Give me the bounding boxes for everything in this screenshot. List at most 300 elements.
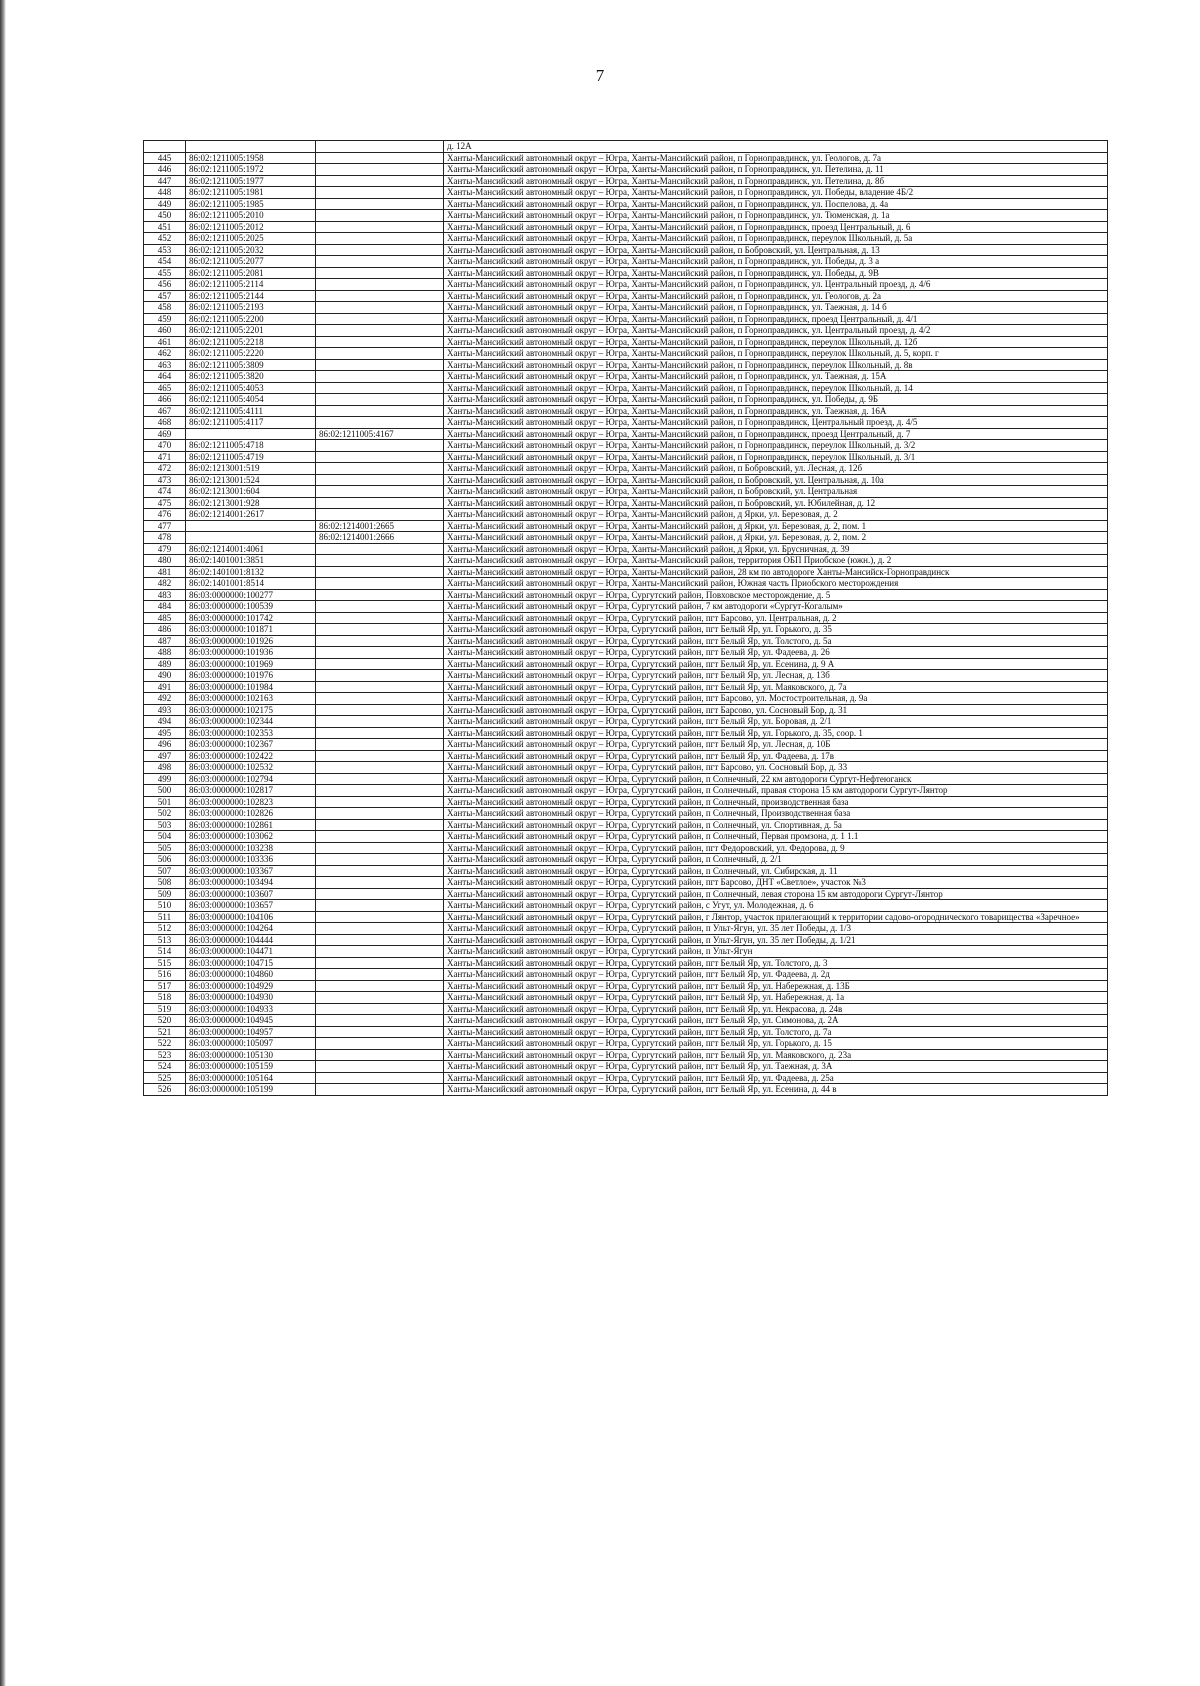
parent-cadastral-number-cell [316, 325, 444, 337]
parent-cadastral-number-cell [316, 555, 444, 567]
parent-cadastral-number-cell [316, 716, 444, 728]
parent-cadastral-number-cell [316, 198, 444, 210]
address-cell: Ханты-Мансийский автономный округ – Югра, Ханты-Мансийский район, п Горноправдинск, переулок Школьный, д. 14 [444, 382, 1108, 394]
address-cell: Ханты-Мансийский автономный округ – Югра, Сургутский район, пгт Барсово, ул. Центральная, д. 2 [444, 612, 1108, 624]
parent-cadastral-number-cell [316, 1084, 444, 1096]
row-number-cell: 463 [144, 359, 186, 371]
cadastral-number-cell: 86:02:1211005:2218 [186, 336, 316, 348]
cadastral-number-cell: 86:03:0000000:103238 [186, 842, 316, 854]
address-cell: Ханты-Мансийский автономный округ – Югра, Сургутский район, пгт Белый Яр, ул. Толстого, д. 3 [444, 957, 1108, 969]
row-number-cell: 477 [144, 520, 186, 532]
table-row [144, 762, 1108, 774]
table-row [144, 1015, 1108, 1027]
row-number-cell: 448 [144, 187, 186, 199]
table-row [144, 555, 1108, 567]
table-row [144, 279, 1108, 291]
table-row [144, 175, 1108, 187]
parent-cadastral-number-cell [316, 601, 444, 613]
parent-cadastral-number-cell [316, 911, 444, 923]
table-row [144, 244, 1108, 256]
address-cell: Ханты-Мансийский автономный округ – Югра, Ханты-Мансийский район, п Горноправдинск, ул. Геологов, д. 7а [444, 152, 1108, 164]
cadastral-number-cell: 86:02:1213001:524 [186, 474, 316, 486]
address-cell: Ханты-Мансийский автономный округ – Югра, Сургутский район, 7 км автодороги «Сургут-Когалым» [444, 601, 1108, 613]
row-number-cell: 485 [144, 612, 186, 624]
row-number-cell: 468 [144, 417, 186, 429]
cadastral-number-cell: 86:03:0000000:105130 [186, 1049, 316, 1061]
cadastral-number-cell: 86:02:1211005:4111 [186, 405, 316, 417]
cadastral-number-cell: 86:02:1211005:2010 [186, 210, 316, 222]
cadastral-number-cell: 86:02:1211005:2144 [186, 290, 316, 302]
cadastral-number-cell: 86:02:1401001:8514 [186, 578, 316, 590]
row-number-cell: 497 [144, 750, 186, 762]
row-number-cell: 452 [144, 233, 186, 245]
cadastral-number-cell: 86:03:0000000:102422 [186, 750, 316, 762]
parent-cadastral-number-cell [316, 1061, 444, 1073]
row-number-cell: 526 [144, 1084, 186, 1096]
row-number-cell: 493 [144, 704, 186, 716]
table-row [144, 1049, 1108, 1061]
row-number-cell: 509 [144, 888, 186, 900]
table-row [144, 1003, 1108, 1015]
parent-cadastral-number-cell [316, 969, 444, 981]
table-row [144, 267, 1108, 279]
cadastral-number-cell: 86:03:0000000:104264 [186, 923, 316, 935]
cadastral-number-cell: 86:02:1211005:2200 [186, 313, 316, 325]
address-cell: Ханты-Мансийский автономный округ – Югра, Сургутский район, пгт Белый Яр, ул. Есенина, д. 44 в [444, 1084, 1108, 1096]
address-cell: Ханты-Мансийский автономный округ – Югра, Сургутский район, пгт Белый Яр, ул. Лесная, д. 10Б [444, 739, 1108, 751]
cadastral-number-cell: 86:03:0000000:104471 [186, 946, 316, 958]
row-number-cell: 454 [144, 256, 186, 268]
cadastral-number-cell: 86:02:1211005:4117 [186, 417, 316, 429]
table-row [144, 750, 1108, 762]
address-cell: Ханты-Мансийский автономный округ – Югра, Сургутский район, п Солнечный, Производственная база [444, 808, 1108, 820]
parent-cadastral-number-cell [316, 302, 444, 314]
parent-cadastral-number-cell [316, 819, 444, 831]
address-cell: Ханты-Мансийский автономный округ – Югра, Сургутский район, пгт Белый Яр, ул. Набережная, д. 1а [444, 992, 1108, 1004]
parent-cadastral-number-cell [316, 290, 444, 302]
row-number-cell: 519 [144, 1003, 186, 1015]
row-number-cell: 502 [144, 808, 186, 820]
row-number-cell: 491 [144, 681, 186, 693]
row-number-cell: 488 [144, 647, 186, 659]
table-row [144, 233, 1108, 245]
cadastral-number-cell [186, 141, 316, 153]
table-row [144, 532, 1108, 544]
row-number-cell: 508 [144, 877, 186, 889]
address-cell: Ханты-Мансийский автономный округ – Югра, Сургутский район, пгт Белый Яр, ул. Маяковского, д. 7а [444, 681, 1108, 693]
row-number-cell: 514 [144, 946, 186, 958]
cadastral-number-cell: 86:02:1211005:2193 [186, 302, 316, 314]
table-row [144, 440, 1108, 452]
cadastral-number-cell: 86:02:1211005:4054 [186, 394, 316, 406]
parent-cadastral-number-cell [316, 313, 444, 325]
address-cell: Ханты-Мансийский автономный округ – Югра, Ханты-Мансийский район, п Горноправдинск, ул. Геологов, д. 2а [444, 290, 1108, 302]
row-number-cell: 479 [144, 543, 186, 555]
row-number-cell: 445 [144, 152, 186, 164]
parent-cadastral-number-cell [316, 727, 444, 739]
parent-cadastral-number-cell [316, 1026, 444, 1038]
address-cell: Ханты-Мансийский автономный округ – Югра, Ханты-Мансийский район, п Горноправдинск, переулок Школьный, д. 5, корп. г [444, 348, 1108, 360]
address-cell: Ханты-Мансийский автономный округ – Югра, Ханты-Мансийский район, п Горноправдинск, ул. Петелина, д. 11 [444, 164, 1108, 176]
table-row [144, 578, 1108, 590]
parent-cadastral-number-cell [316, 336, 444, 348]
row-number-cell: 496 [144, 739, 186, 751]
parent-cadastral-number-cell: 86:02:1211005:4167 [316, 428, 444, 440]
address-cell: Ханты-Мансийский автономный округ – Югра, Сургутский район, пгт Белый Яр, ул. Толстого, д. 7а [444, 1026, 1108, 1038]
parent-cadastral-number-cell [316, 704, 444, 716]
address-cell: Ханты-Мансийский автономный округ – Югра, Ханты-Мансийский район, п Горноправдинск, ул. Таежная, д. 15А [444, 371, 1108, 383]
cadastral-number-cell: 86:03:0000000:104933 [186, 1003, 316, 1015]
table-row [144, 520, 1108, 532]
table-row [144, 451, 1108, 463]
parent-cadastral-number-cell [316, 141, 444, 153]
parent-cadastral-number-cell [316, 451, 444, 463]
cadastral-number-cell: 86:02:1211005:2077 [186, 256, 316, 268]
address-cell: Ханты-Мансийский автономный округ – Югра, Сургутский район, Повховское месторождение, д. 5 [444, 589, 1108, 601]
parent-cadastral-number-cell [316, 486, 444, 498]
parent-cadastral-number-cell [316, 1038, 444, 1050]
cadastral-number-cell: 86:03:0000000:101742 [186, 612, 316, 624]
cadastral-number-cell: 86:03:0000000:105199 [186, 1084, 316, 1096]
row-number-cell: 483 [144, 589, 186, 601]
table-row [144, 670, 1108, 682]
cadastral-number-cell: 86:02:1211005:2012 [186, 221, 316, 233]
table-row [144, 141, 1108, 153]
row-number-cell: 505 [144, 842, 186, 854]
table-row [144, 1038, 1108, 1050]
parent-cadastral-number-cell [316, 348, 444, 360]
table-row [144, 417, 1108, 429]
table-row [144, 405, 1108, 417]
table-row [144, 647, 1108, 659]
row-number-cell: 461 [144, 336, 186, 348]
cadastral-number-cell: 86:03:0000000:104929 [186, 980, 316, 992]
table-row [144, 658, 1108, 670]
address-cell: Ханты-Мансийский автономный округ – Югра, Сургутский район, пгт Белый Яр, ул. Фадеева, д. 26 [444, 647, 1108, 659]
row-number-cell: 469 [144, 428, 186, 440]
address-cell: Ханты-Мансийский автономный округ – Югра, Сургутский район, п Солнечный, Первая промзона, д. 1 1.1 [444, 831, 1108, 843]
parent-cadastral-number-cell [316, 152, 444, 164]
parent-cadastral-number-cell [316, 405, 444, 417]
parent-cadastral-number-cell [316, 946, 444, 958]
address-cell: Ханты-Мансийский автономный округ – Югра, Сургутский район, пгт Белый Яр, ул. Толстого, д. 5а [444, 635, 1108, 647]
parent-cadastral-number-cell [316, 808, 444, 820]
address-cell: Ханты-Мансийский автономный округ – Югра, Сургутский район, пгт Белый Яр, ул. Боровая, д. 2/1 [444, 716, 1108, 728]
row-number-cell: 521 [144, 1026, 186, 1038]
table-row [144, 773, 1108, 785]
cadastral-number-cell: 86:03:0000000:102353 [186, 727, 316, 739]
table-row [144, 382, 1108, 394]
cadastral-number-cell: 86:03:0000000:101926 [186, 635, 316, 647]
cadastral-number-cell: 86:02:1211005:4718 [186, 440, 316, 452]
parent-cadastral-number-cell: 86:02:1214001:2666 [316, 532, 444, 544]
parent-cadastral-number-cell [316, 831, 444, 843]
table-row [144, 957, 1108, 969]
cadastral-number-cell: 86:03:0000000:102163 [186, 693, 316, 705]
cadastral-number-cell [186, 428, 316, 440]
parent-cadastral-number-cell [316, 842, 444, 854]
cadastral-number-cell: 86:03:0000000:103367 [186, 865, 316, 877]
row-number-cell: 492 [144, 693, 186, 705]
row-number-cell: 455 [144, 267, 186, 279]
address-cell: Ханты-Мансийский автономный округ – Югра, Сургутский район, пгт Барсово, ул. Сосновый Бор, д. 31 [444, 704, 1108, 716]
row-number-cell: 507 [144, 865, 186, 877]
row-number-cell: 517 [144, 980, 186, 992]
parent-cadastral-number-cell [316, 1072, 444, 1084]
parent-cadastral-number-cell [316, 497, 444, 509]
table-row [144, 336, 1108, 348]
address-cell: Ханты-Мансийский автономный округ – Югра, Ханты-Мансийский район, д Ярки, ул. Березовая, д. 2, пом. 2 [444, 532, 1108, 544]
cadastral-number-cell: 86:03:0000000:103657 [186, 900, 316, 912]
cadastral-number-cell: 86:02:1213001:604 [186, 486, 316, 498]
parent-cadastral-number-cell [316, 923, 444, 935]
parent-cadastral-number-cell [316, 900, 444, 912]
row-number-cell: 511 [144, 911, 186, 923]
address-cell: д. 12А [444, 141, 1108, 153]
table-row [144, 934, 1108, 946]
address-cell: Ханты-Мансийский автономный округ – Югра, Ханты-Мансийский район, п Горноправдинск, ул. Таежная, д. 16А [444, 405, 1108, 417]
cadastral-number-cell: 86:03:0000000:105164 [186, 1072, 316, 1084]
parent-cadastral-number-cell [316, 635, 444, 647]
address-cell: Ханты-Мансийский автономный округ – Югра, Сургутский район, г Лянтор, участок прилегающий к территории садово-огороднического товарищества «Заречное» [444, 911, 1108, 923]
table-row [144, 969, 1108, 981]
table-row [144, 428, 1108, 440]
address-cell: Ханты-Мансийский автономный округ – Югра, Ханты-Мансийский район, Южная часть Приобского месторождения [444, 578, 1108, 590]
table-row [144, 796, 1108, 808]
address-cell: Ханты-Мансийский автономный округ – Югра, Ханты-Мансийский район, п Бобровский, ул. Юбилейная, д. 12 [444, 497, 1108, 509]
table-row [144, 1072, 1108, 1084]
address-cell: Ханты-Мансийский автономный округ – Югра, Ханты-Мансийский район, п Бобровский, ул. Лесная, д. 12б [444, 463, 1108, 475]
parent-cadastral-number-cell: 86:02:1214001:2665 [316, 520, 444, 532]
table-row [144, 693, 1108, 705]
cadastral-number-cell: 86:02:1401001:3851 [186, 555, 316, 567]
row-number-cell: 513 [144, 934, 186, 946]
cadastral-number-cell: 86:03:0000000:103062 [186, 831, 316, 843]
row-number-cell: 481 [144, 566, 186, 578]
table-row [144, 612, 1108, 624]
row-number-cell: 523 [144, 1049, 186, 1061]
parent-cadastral-number-cell [316, 624, 444, 636]
table-row [144, 474, 1108, 486]
table-row [144, 865, 1108, 877]
address-cell: Ханты-Мансийский автономный округ – Югра, Ханты-Мансийский район, д Ярки, ул. Березовая, д. 2 [444, 509, 1108, 521]
cadastral-number-cell: 86:02:1214001:2617 [186, 509, 316, 521]
row-number-cell: 456 [144, 279, 186, 291]
address-cell: Ханты-Мансийский автономный округ – Югра, Сургутский район, с Угут, ул. Молодежная, д. 6 [444, 900, 1108, 912]
cadastral-number-cell [186, 520, 316, 532]
address-cell: Ханты-Мансийский автономный округ – Югра, Ханты-Мансийский район, п Горноправдинск, переулок Школьный, д. 8в [444, 359, 1108, 371]
cadastral-number-cell: 86:03:0000000:102826 [186, 808, 316, 820]
table-row [144, 992, 1108, 1004]
address-cell: Ханты-Мансийский автономный округ – Югра, Сургутский район, п Солнечный, левая сторона 15 км автодороги Сургут-Лянтор [444, 888, 1108, 900]
row-number-cell: 464 [144, 371, 186, 383]
cadastral-number-cell: 86:03:0000000:100277 [186, 589, 316, 601]
cadastral-number-cell: 86:03:0000000:104945 [186, 1015, 316, 1027]
address-cell: Ханты-Мансийский автономный округ – Югра, Сургутский район, пгт Барсово, ДНТ «Светлое», участок №3 [444, 877, 1108, 889]
row-number-cell: 484 [144, 601, 186, 613]
address-cell: Ханты-Мансийский автономный округ – Югра, Сургутский район, пгт Белый Яр, ул. Фадеева, д. 25а [444, 1072, 1108, 1084]
table-row [144, 221, 1108, 233]
parent-cadastral-number-cell [316, 371, 444, 383]
parent-cadastral-number-cell [316, 233, 444, 245]
table-row [144, 152, 1108, 164]
table-row [144, 842, 1108, 854]
parent-cadastral-number-cell [316, 877, 444, 889]
row-number-cell: 520 [144, 1015, 186, 1027]
cadastral-number-cell: 86:02:1401001:8132 [186, 566, 316, 578]
row-number-cell: 466 [144, 394, 186, 406]
row-number-cell: 480 [144, 555, 186, 567]
row-number-cell: 487 [144, 635, 186, 647]
cadastral-number-cell: 86:03:0000000:101871 [186, 624, 316, 636]
table-row [144, 888, 1108, 900]
cadastral-number-cell: 86:03:0000000:102794 [186, 773, 316, 785]
parent-cadastral-number-cell [316, 509, 444, 521]
table-row [144, 785, 1108, 797]
address-cell: Ханты-Мансийский автономный округ – Югра, Ханты-Мансийский район, п Горноправдинск, ул. Победы, д. 9Б [444, 394, 1108, 406]
cadastral-number-cell: 86:03:0000000:101969 [186, 658, 316, 670]
row-number-cell: 499 [144, 773, 186, 785]
parent-cadastral-number-cell [316, 854, 444, 866]
address-cell: Ханты-Мансийский автономный округ – Югра, Ханты-Мансийский район, д Ярки, ул. Брусничная, д. 39 [444, 543, 1108, 555]
cadastral-number-cell: 86:03:0000000:102367 [186, 739, 316, 751]
table-row [144, 359, 1108, 371]
cadastral-number-cell: 86:03:0000000:104930 [186, 992, 316, 1004]
address-cell: Ханты-Мансийский автономный округ – Югра, Ханты-Мансийский район, п Горноправдинск, ул. Поспелова, д. 4а [444, 198, 1108, 210]
row-number-cell: 482 [144, 578, 186, 590]
address-cell: Ханты-Мансийский автономный округ – Югра, Сургутский район, пгт Белый Яр, ул. Набережная, д. 13Б [444, 980, 1108, 992]
table-row [144, 808, 1108, 820]
cadastral-number-cell: 86:02:1211005:2032 [186, 244, 316, 256]
cadastral-number-cell: 86:02:1211005:3820 [186, 371, 316, 383]
row-number-cell: 498 [144, 762, 186, 774]
parent-cadastral-number-cell [316, 1003, 444, 1015]
parent-cadastral-number-cell [316, 359, 444, 371]
row-number-cell: 501 [144, 796, 186, 808]
address-cell: Ханты-Мансийский автономный округ – Югра, Ханты-Мансийский район, п Горноправдинск, переулок Школьный, д. 3/2 [444, 440, 1108, 452]
address-cell: Ханты-Мансийский автономный округ – Югра, Ханты-Мансийский район, п Горноправдинск, переулок Школьный, д. 5а [444, 233, 1108, 245]
table-row [144, 635, 1108, 647]
address-cell: Ханты-Мансийский автономный округ – Югра, Ханты-Мансийский район, п Горноправдинск, проезд Центральный, д. 4/1 [444, 313, 1108, 325]
parent-cadastral-number-cell [316, 647, 444, 659]
address-cell: Ханты-Мансийский автономный округ – Югра, Сургутский район, пгт Барсово, ул. Мостостроительная, д. 9а [444, 693, 1108, 705]
row-number-cell [144, 141, 186, 153]
row-number-cell: 460 [144, 325, 186, 337]
table-row [144, 911, 1108, 923]
parent-cadastral-number-cell [316, 612, 444, 624]
table-row [144, 589, 1108, 601]
parent-cadastral-number-cell [316, 164, 444, 176]
cadastral-number-cell: 86:02:1211005:2081 [186, 267, 316, 279]
address-cell: Ханты-Мансийский автономный округ – Югра, Ханты-Мансийский район, п Бобровский, ул. Центральная, д. 13 [444, 244, 1108, 256]
table-row [144, 716, 1108, 728]
parent-cadastral-number-cell [316, 543, 444, 555]
address-cell: Ханты-Мансийский автономный округ – Югра, Сургутский район, пгт Белый Яр, ул. Горького, д. 35, соор. 1 [444, 727, 1108, 739]
address-cell: Ханты-Мансийский автономный округ – Югра, Ханты-Мансийский район, п Горноправдинск, ул. Тюменская, д. 1а [444, 210, 1108, 222]
address-cell: Ханты-Мансийский автономный округ – Югра, Сургутский район, п Солнечный, д. 2/1 [444, 854, 1108, 866]
address-cell: Ханты-Мансийский автономный округ – Югра, Сургутский район, пгт Белый Яр, ул. Некрасова, д. 24в [444, 1003, 1108, 1015]
row-number-cell: 447 [144, 175, 186, 187]
table-row [144, 704, 1108, 716]
parent-cadastral-number-cell [316, 394, 444, 406]
table-row [144, 198, 1108, 210]
parent-cadastral-number-cell [316, 773, 444, 785]
table-row [144, 877, 1108, 889]
table-row [144, 371, 1108, 383]
address-cell: Ханты-Мансийский автономный округ – Югра, Сургутский район, пгт Белый Яр, ул. Горького, д. 15 [444, 1038, 1108, 1050]
row-number-cell: 476 [144, 509, 186, 521]
address-cell: Ханты-Мансийский автономный округ – Югра, Сургутский район, п Солнечный, ул. Сибирская, д. 11 [444, 865, 1108, 877]
cadastral-number-cell: 86:03:0000000:104860 [186, 969, 316, 981]
address-cell: Ханты-Мансийский автономный округ – Югра, Сургутский район, пгт Белый Яр, ул. Маяковского, д. 23а [444, 1049, 1108, 1061]
row-number-cell: 457 [144, 290, 186, 302]
row-number-cell: 458 [144, 302, 186, 314]
cadastral-number-cell: 86:03:0000000:102861 [186, 819, 316, 831]
table-row [144, 290, 1108, 302]
address-cell: Ханты-Мансийский автономный округ – Югра, Ханты-Мансийский район, п Горноправдинск, ул. Победы, д. 3 а [444, 256, 1108, 268]
row-number-cell: 470 [144, 440, 186, 452]
row-number-cell: 450 [144, 210, 186, 222]
address-cell: Ханты-Мансийский автономный округ – Югра, Сургутский район, пгт Белый Яр, ул. Таежная, д. 3А [444, 1061, 1108, 1073]
row-number-cell: 516 [144, 969, 186, 981]
address-cell: Ханты-Мансийский автономный округ – Югра, Сургутский район, пгт Белый Яр, ул. Горького, д. 35 [444, 624, 1108, 636]
cadastral-number-cell: 86:02:1211005:2025 [186, 233, 316, 245]
parent-cadastral-number-cell [316, 796, 444, 808]
table-row [144, 831, 1108, 843]
table-row [144, 164, 1108, 176]
parent-cadastral-number-cell [316, 417, 444, 429]
parent-cadastral-number-cell [316, 693, 444, 705]
table-row [144, 543, 1108, 555]
address-cell: Ханты-Мансийский автономный округ – Югра, Сургутский район, пгт Белый Яр, ул. Есенина, д. 9 А [444, 658, 1108, 670]
cadastral-number-cell: 86:03:0000000:104444 [186, 934, 316, 946]
row-number-cell: 490 [144, 670, 186, 682]
address-cell: Ханты-Мансийский автономный округ – Югра, Сургутский район, пгт Белый Яр, ул. Симонова, д. 2А [444, 1015, 1108, 1027]
parent-cadastral-number-cell [316, 244, 444, 256]
parent-cadastral-number-cell [316, 440, 444, 452]
cadastral-number-cell: 86:02:1211005:4719 [186, 451, 316, 463]
parent-cadastral-number-cell [316, 566, 444, 578]
parent-cadastral-number-cell [316, 888, 444, 900]
table-row [144, 854, 1108, 866]
row-number-cell: 503 [144, 819, 186, 831]
cadastral-number-cell: 86:03:0000000:104715 [186, 957, 316, 969]
parent-cadastral-number-cell [316, 934, 444, 946]
row-number-cell: 500 [144, 785, 186, 797]
row-number-cell: 467 [144, 405, 186, 417]
cadastral-number-cell: 86:03:0000000:100539 [186, 601, 316, 613]
address-cell: Ханты-Мансийский автономный округ – Югра, Сургутский район, п Солнечный, ул. Спортивная, д. 5а [444, 819, 1108, 831]
cadastral-number-cell: 86:03:0000000:103336 [186, 854, 316, 866]
table-row [144, 313, 1108, 325]
cadastral-number-cell: 86:02:1213001:519 [186, 463, 316, 475]
cadastral-number-cell: 86:02:1211005:2220 [186, 348, 316, 360]
table-row [144, 325, 1108, 337]
table-row [144, 256, 1108, 268]
parent-cadastral-number-cell [316, 739, 444, 751]
cadastral-number-cell: 86:02:1211005:4053 [186, 382, 316, 394]
parent-cadastral-number-cell [316, 256, 444, 268]
address-cell: Ханты-Мансийский автономный округ – Югра, Сургутский район, пгт Федоровский, ул. Федорова, д. 9 [444, 842, 1108, 854]
row-number-cell: 504 [144, 831, 186, 843]
parent-cadastral-number-cell [316, 187, 444, 199]
address-cell: Ханты-Мансийский автономный округ – Югра, Ханты-Мансийский район, п Горноправдинск, ул. Центральный проезд, д. 4/6 [444, 279, 1108, 291]
table-row [144, 1026, 1108, 1038]
cadastral-number-cell: 86:02:1211005:3809 [186, 359, 316, 371]
parent-cadastral-number-cell [316, 865, 444, 877]
cadastral-number-cell: 86:02:1211005:1958 [186, 152, 316, 164]
cadastral-number-cell: 86:03:0000000:101936 [186, 647, 316, 659]
